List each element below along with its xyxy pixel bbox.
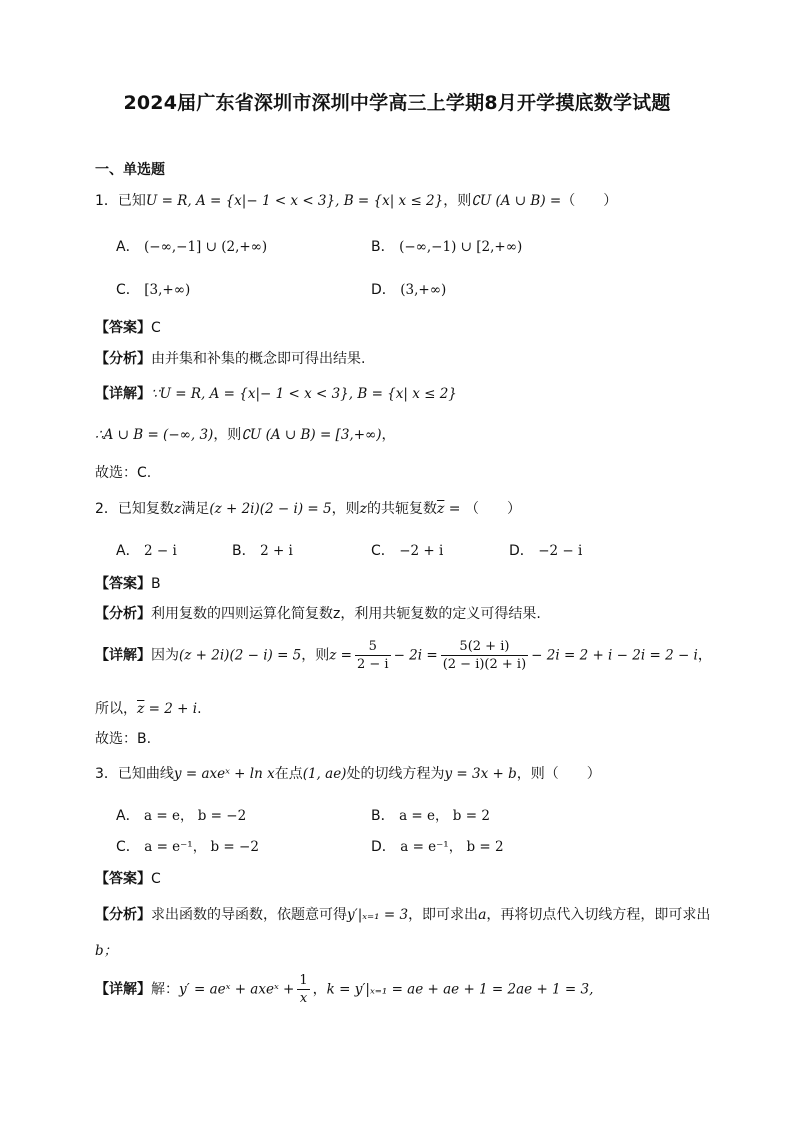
q1-choice-c <box>116 279 190 299</box>
choice-text: −2 + i <box>399 543 444 559</box>
q2-choice-b <box>232 540 293 560</box>
stem-math: y = axeˣ + ln x <box>173 766 275 782</box>
q2-answer <box>95 574 161 594</box>
answer-label: 【答案】 <box>95 320 151 336</box>
stem-text: ，则 <box>331 501 360 517</box>
stem-math: U = R, A = {x|− 1 < x < 3}, B = {x| x ≤ 2} <box>145 193 444 209</box>
detail-label: 【详解】 <box>95 386 151 402</box>
choice-text: 2 − i <box>144 543 177 559</box>
choice-text: a = e， b = −2 <box>144 808 247 824</box>
question-number: 3． <box>95 766 118 782</box>
detail-label: 【详解】 <box>95 981 151 998</box>
q1-choice-b <box>371 236 522 256</box>
q2-choice-d <box>509 540 582 560</box>
stem-text: 已知复数 <box>117 501 174 517</box>
stem-text: 满足 <box>181 501 210 517</box>
stem-text: （ ） <box>561 193 618 209</box>
fraction-denominator: 2 − i <box>356 657 389 672</box>
q3-analysis-line2: b； <box>95 943 118 959</box>
choice-text: −2 − i <box>538 543 583 559</box>
detail-text: ，则 <box>301 647 330 664</box>
analysis-math: a <box>478 907 487 923</box>
answer-label: 【答案】 <box>95 871 151 887</box>
q2-choice-c <box>371 540 443 560</box>
stem-text: 已知曲线 <box>117 766 174 782</box>
choice-letter: C． <box>116 839 140 855</box>
q1-choice-d <box>371 279 446 299</box>
detail-label: 【详解】 <box>95 647 151 664</box>
detail-text: 因为 <box>151 647 179 664</box>
question-1-stem <box>95 191 617 211</box>
stem-math: z <box>359 501 367 517</box>
detail-text: ， <box>312 981 327 998</box>
fraction-denominator: (2 − i)(2 + i) <box>442 657 527 672</box>
detail-math: ∁U (A ∪ B) = [3,+∞) <box>241 427 382 443</box>
detail-text: ，则 <box>213 427 242 443</box>
q2-conclusion: 故选：B. <box>95 731 152 747</box>
analysis-text: ，即可求出 <box>408 907 479 923</box>
choice-letter: A． <box>116 543 140 559</box>
detail-math: − 2i = 2 + i − 2i = 2 − i <box>531 647 698 664</box>
section-heading: 一、单选题 <box>95 162 165 178</box>
q2-analysis <box>95 604 541 624</box>
analysis-math: y′|ₓ₌₁ = 3 <box>347 907 409 923</box>
stem-text: ，则（ ） <box>516 766 601 782</box>
detail-text: 所以， <box>95 701 137 717</box>
fraction <box>441 638 528 673</box>
stem-text: 在点 <box>274 766 303 782</box>
answer-value: C <box>151 871 161 887</box>
choice-text: a = e⁻¹， b = −2 <box>144 839 259 855</box>
analysis-text: 利用复数的四则运算化简复数z，利用共轭复数的定义可得结果. <box>151 606 541 622</box>
choice-text: (−∞,−1] ∪ (2,+∞) <box>144 239 268 255</box>
choice-letter: B． <box>371 808 395 824</box>
q3-choice-a <box>116 804 246 825</box>
conjugate-z: $\overline{z}$ <box>436 501 445 517</box>
q1-detail-line2 <box>95 425 396 445</box>
choice-letter: C． <box>371 543 395 559</box>
q1-detail <box>95 384 457 404</box>
q1-analysis <box>95 349 365 369</box>
q3-detail <box>95 972 593 1007</box>
answer-value: B <box>151 576 161 592</box>
analysis-label: 【分析】 <box>95 907 151 923</box>
page-title: 2024届广东省深圳市深圳中学高三上学期8月开学摸底数学试题 <box>123 92 671 114</box>
analysis-text: ，再将切点代入切线方程，即可求出 <box>486 907 711 923</box>
fraction-numerator: 5(2 + i) <box>441 638 528 656</box>
stem-text: = （ ） <box>444 501 521 517</box>
detail-math: − 2i = <box>393 647 438 664</box>
answer-label: 【答案】 <box>95 576 151 592</box>
detail-math: ∴A ∪ B = (−∞, 3) <box>95 427 214 443</box>
detail-math: = 2 + i <box>144 701 198 717</box>
fraction <box>297 972 309 1007</box>
choice-letter: C． <box>116 282 140 298</box>
q1-choice-a <box>116 236 267 256</box>
stem-text: ，则 <box>443 193 472 209</box>
detail-text: ， <box>697 647 712 664</box>
detail-math: (z + 2i)(2 − i) = 5 <box>179 647 302 664</box>
q1-conclusion: 故选：C. <box>95 465 152 481</box>
fraction-numerator: 5 <box>355 638 391 656</box>
q3-choice-b <box>371 804 490 825</box>
stem-text: 处的切线方程为 <box>346 766 445 782</box>
analysis-text: 由并集和补集的概念即可得出结果. <box>151 351 366 367</box>
choice-letter: D． <box>371 282 396 298</box>
choice-letter: B． <box>371 239 395 255</box>
q2-so <box>95 699 202 719</box>
choice-letter: A． <box>116 808 140 824</box>
answer-value: C <box>151 320 161 336</box>
choice-text: 2 + i <box>260 543 293 559</box>
fraction-denominator: x <box>299 991 308 1006</box>
stem-math: ∁U (A ∪ B) = <box>471 193 562 209</box>
stem-math: y = 3x + b <box>444 766 517 782</box>
q3-analysis <box>95 905 710 925</box>
question-3-stem <box>95 764 601 784</box>
q3-answer <box>95 869 161 889</box>
detail-text: . <box>197 701 202 717</box>
choice-text: a = e⁻¹， b = 2 <box>400 839 504 855</box>
analysis-text: 求出函数的导函数，依题意可得 <box>151 907 347 923</box>
stem-math: z <box>173 501 182 517</box>
question-number: 2． <box>95 501 118 517</box>
stem-math: (1, ae) <box>302 766 347 782</box>
choice-text: (3,+∞) <box>400 282 447 298</box>
choice-letter: A． <box>116 239 140 255</box>
detail-math: z = <box>329 647 352 664</box>
choice-letter: B． <box>232 543 256 559</box>
detail-text: ， <box>381 427 396 443</box>
detail-math: y′ = aeˣ + axeˣ + <box>179 981 295 998</box>
question-number: 1． <box>95 193 118 209</box>
analysis-label: 【分析】 <box>95 606 151 622</box>
choice-text: [3,+∞) <box>144 282 191 298</box>
q3-choice-c <box>116 835 259 856</box>
detail-math: ∵U = R, A = {x|− 1 < x < 3}, B = {x| x ≤ 2} <box>151 386 457 402</box>
choice-text: (−∞,−1) ∪ [2,+∞) <box>399 239 523 255</box>
stem-math: (z + 2i)(2 − i) = 5 <box>209 501 332 517</box>
analysis-label: 【分析】 <box>95 351 151 367</box>
choice-letter: D． <box>371 839 396 855</box>
detail-math: k = y′|ₓ₌₁ = ae + ae + 1 = 2ae + 1 = 3, <box>326 981 594 998</box>
fraction-numerator: 1 <box>299 973 308 988</box>
choice-letter: D． <box>509 543 534 559</box>
fraction <box>355 638 391 673</box>
q2-detail <box>95 638 712 673</box>
q2-choice-a <box>116 540 177 560</box>
q3-choice-d <box>371 835 504 856</box>
detail-text: 解： <box>151 981 179 998</box>
stem-text: 的共轭复数 <box>366 501 437 517</box>
question-2-stem <box>95 499 521 519</box>
choice-text: a = e， b = 2 <box>399 808 490 824</box>
stem-text: 已知 <box>117 193 146 209</box>
conjugate-z: $\overline{z}$ <box>137 701 145 717</box>
q1-answer <box>95 318 161 338</box>
